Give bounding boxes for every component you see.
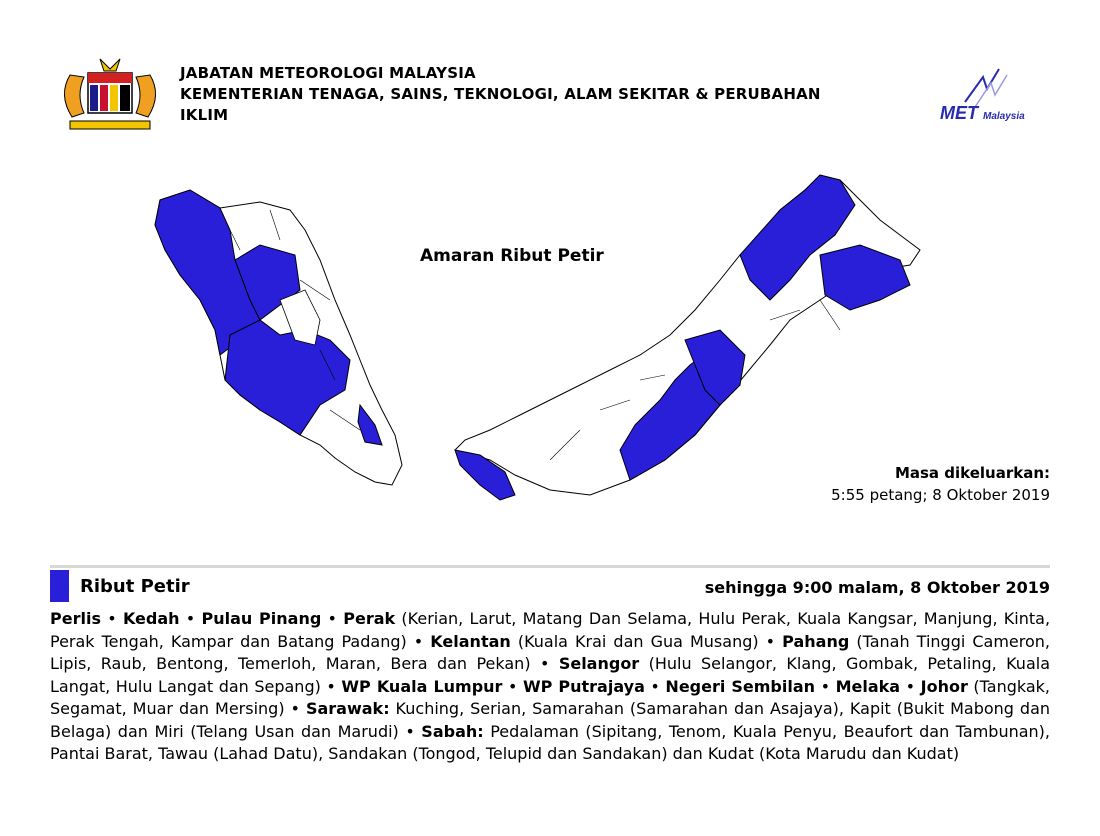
area-state: Negeri Sembilan — [665, 676, 816, 696]
area-separator: • — [644, 676, 666, 696]
east-malaysia — [455, 175, 920, 495]
divider — [50, 565, 1050, 568]
area-state: Melaka — [835, 676, 901, 696]
map-title: Amaran Ribut Petir — [420, 246, 604, 266]
agency-name — [180, 63, 821, 126]
area-state: Sabah: — [421, 721, 484, 741]
area-detail: Kuching, Serian, Samarahan (Samarahan dan Asajaya), Kapit (Bukit Mabong dan Belaga) dan Miri (Telang Usan dan Marudi) — [50, 699, 1051, 741]
area-state: Pahang — [782, 631, 850, 651]
area-separator: • — [284, 699, 306, 718]
svg-text:Malaysia: Malaysia — [983, 111, 1025, 122]
area-detail: (Hulu Selangor, Klang, Gombak, Petaling, Kuala Langat, Hulu Langat dan Sepang) — [50, 654, 1051, 696]
area-state: Selangor — [558, 654, 640, 673]
area-separator: • — [406, 631, 431, 651]
area-state: Sarawak: — [305, 699, 390, 718]
legend-swatch — [50, 570, 69, 602]
agency-line-3: IKLIM — [180, 106, 229, 124]
area-state: Kedah — [122, 609, 180, 628]
issued-label: Masa dikeluarkan: — [894, 464, 1050, 482]
area-state: Johor — [920, 676, 968, 696]
coat-of-arms-icon — [50, 55, 170, 135]
area-detail: (Kerian, Larut, Matang Dan Selama, Hulu Perak, Kuala Kangsar, Manjung, Kinta, Perak Tengah, Kampar dan Batang Padang) — [50, 609, 1051, 651]
area-state: Kelantan — [430, 631, 511, 651]
area-state: WP Putrajaya — [522, 676, 645, 696]
legend-row — [50, 570, 1050, 602]
area-state: Pulau Pinang — [201, 609, 322, 628]
area-detail: (Kuala Krai dan Gua Musang) — [510, 631, 759, 651]
issued-time — [831, 462, 1050, 506]
agency-line-1: JABATAN METEOROLOGI MALAYSIA — [180, 64, 476, 82]
area-state: Perlis — [50, 609, 101, 628]
header — [50, 55, 1050, 135]
area-detail: (Tanah Tinggi Cameron, Lipis, Raub, Bentong, Temerloh, Maran, Bera dan Pekan) — [50, 631, 1051, 673]
area-detail: (Tangkak, Segamat, Muar dan Mersing) — [50, 676, 1051, 718]
area-separator: • — [320, 676, 342, 696]
agency-line-2: KEMENTERIAN TENAGA, SAINS, TEKNOLOGI, ALAM SEKITAR & PERUBAHAN — [180, 85, 821, 103]
area-separator: • — [530, 654, 559, 673]
affected-areas — [50, 608, 1050, 766]
area-state: Perak — [343, 609, 396, 628]
area-separator: • — [815, 676, 836, 696]
validity-time: sehingga 9:00 malam, 8 Oktober 2019 — [704, 578, 1050, 597]
area-separator: • — [758, 631, 783, 651]
area-state: WP Kuala Lumpur — [341, 676, 503, 696]
area-separator: • — [321, 609, 344, 628]
area-detail: Pedalaman (Sipitang, Tenom, Kuala Penyu, Beaufort dan Tambunan), Pantai Barat, Tawau (Lahad Datu), Sandakan (Tongod, Telupid dan Sandakan) dan Kudat (Kota Marudu dan Kudat) — [50, 721, 1050, 763]
svg-text:MET: MET — [940, 103, 978, 122]
area-separator: • — [900, 676, 921, 696]
warning-type: Ribut Petir — [80, 576, 190, 597]
area-separator: • — [100, 609, 123, 628]
issued-value: 5:55 petang; 8 Oktober 2019 — [831, 486, 1050, 504]
area-separator: • — [179, 609, 202, 628]
met-malaysia-logo — [935, 67, 1050, 122]
area-separator: • — [398, 721, 422, 741]
area-separator: • — [502, 676, 523, 696]
